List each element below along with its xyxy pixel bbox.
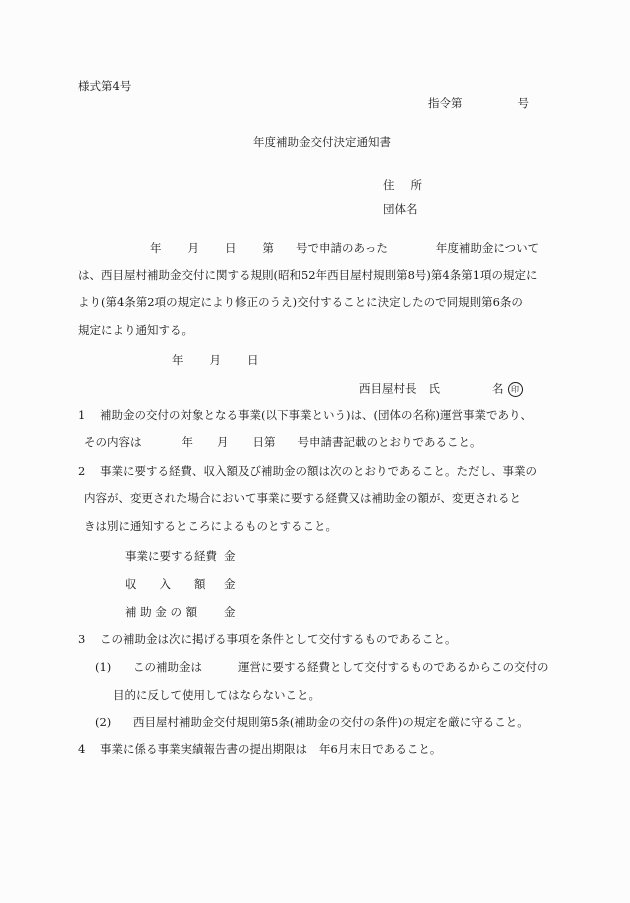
body-line-4: 規定により通知する。 [78,323,193,337]
item-1-line-2 [84,437,482,449]
amount-label: 収 入 額 [125,577,206,591]
item-text: この補助金は次に掲げる事項を条件として交付するものであること。 [100,632,457,646]
body-line-2: は、西目屋村補助金交付に関する規則(昭和52年西目屋村規則第8号)第4条第1項の規定に [78,268,538,282]
body-text-1: 号で申請のあった [296,241,388,255]
signer-name-label-2: 名 [492,381,504,396]
body-line-3: より(第4条第2項の規定により修正のうえ)交付することに決定したので同規則第6条の [78,295,523,309]
body-day: 日 [225,241,237,255]
signature-block [359,382,523,397]
body-line-1 [150,243,539,255]
amount-unit: 金 [224,577,236,591]
amount-unit: 金 [224,605,236,619]
sub-item-number: (1) [95,660,112,674]
item-1-suffix: 号申請書記載のとおりであること。 [297,435,482,449]
amount-label: 補 助 金 の 額 [125,605,198,619]
item-number: 1 [78,408,86,422]
directive-suffix: 号 [517,96,529,110]
organization-label: 団体名 [383,202,418,216]
seal-icon: 印 [508,382,523,397]
body-text-2: 年度補助金について [435,241,540,255]
sub-item-number: (2) [95,715,112,729]
item-1-year: 年 [181,435,193,449]
amount-row-income [125,579,236,591]
address-label [383,180,422,192]
notice-date [172,355,259,367]
address-label-char-1: 住 [383,178,395,192]
item-4-prefix: 事業に係る事業実績報告書の提出期限は [100,742,307,756]
sub-item-text: 西目屋村補助金交付規則第5条(補助金の交付の条件)の規定を厳に守ること。 [133,715,529,729]
signer-name-label-1: 氏 [428,381,440,396]
item-1-day-no: 日第 [252,435,276,449]
sub-item-1 [95,662,549,674]
address-label-char-2: 所 [410,178,422,192]
item-4-suffix: 年6月末日であること。 [319,742,442,756]
form-number: 様式第4号 [78,79,132,93]
item-text: 事業に要する経費、収入額及び補助金の額は次のとおりであること。ただし、事業の [100,464,537,478]
date-month: 月 [209,353,221,367]
item-number: 4 [78,742,86,756]
body-no: 第 [262,241,274,255]
directive-prefix: 指令第 [428,96,463,110]
item-1 [78,410,532,422]
body-month: 月 [187,241,199,255]
sub-item-prefix: この補助金は [133,660,202,674]
amount-unit: 金 [224,549,236,563]
sub-item-suffix: 運営に要する経費として交付するものであるからこの交付の [238,660,549,674]
sub-item-1-line-2: 目的に反して使用してはならないこと。 [113,688,320,702]
item-1-month: 月 [217,435,229,449]
sub-item-2 [95,717,529,729]
date-day: 日 [247,353,259,367]
signer-title: 西目屋村長 [359,381,417,396]
item-number: 3 [78,632,86,646]
amount-row-subsidy [125,607,236,619]
item-3 [78,634,457,646]
item-2-line-2: 内容が、変更された場合において事業に要する経費又は補助金の額が、変更されると [84,491,521,505]
directive-number [428,98,529,110]
document-title: 年度補助金交付決定通知書 [253,135,391,149]
item-1-prefix: その内容は [84,435,142,449]
item-4 [78,744,441,756]
item-2-line-3: きは別に通知するところによるものとすること。 [84,519,337,533]
item-2 [78,466,537,478]
date-year: 年 [172,353,184,367]
body-year: 年 [150,241,162,255]
item-text: 補助金の交付の対象となる事業(以下事業という)は、(団体の名称)運営事業であり、 [100,408,532,422]
item-number: 2 [78,464,86,478]
amount-row-expense [125,551,236,563]
amount-label: 事業に要する経費 [125,549,217,563]
